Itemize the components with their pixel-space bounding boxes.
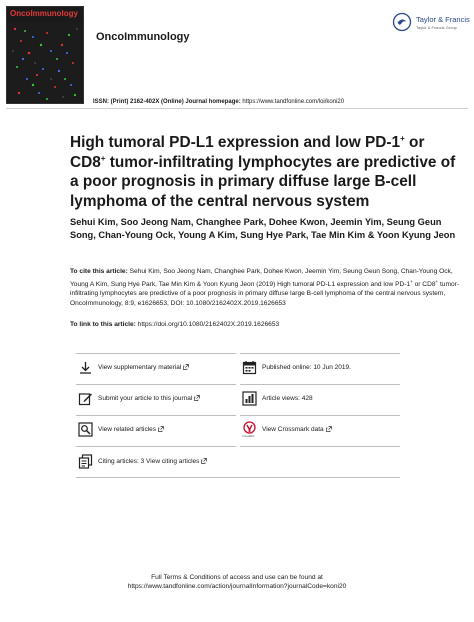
calendar-icon [242,360,257,375]
author-list: Sehui Kim, Soo Jeong Nam, Changhee Park, Dohee Kwon, Jeemin Yim, Seung Geun Song, Chan-Young Ock, Young A Kim, Sung Hye Park, Tae Min Kim & Yoon Kyung Jeon [70,217,456,240]
external-link-icon [194,395,200,401]
title-superscript-1: + [400,134,405,143]
cover-title: OncoImmunology [10,9,78,18]
related-articles-label: View related articles [98,426,157,433]
external-link-icon [158,426,164,432]
footer-terms-link[interactable]: https://www.tandfonline.com/action/journalInformation?journalCode=koni20 [127,583,347,590]
link-to-article [70,321,279,328]
links-box-rule-3-left [76,446,236,447]
crossmark-label: View Crossmark data [262,426,324,433]
issn-line [93,99,344,105]
cover-artwork [7,23,83,103]
links-box-rule-2-right [240,415,400,416]
journal-name[interactable]: OncoImmunology [96,31,190,43]
title-text-3: CD8 [70,153,101,171]
links-box-rule-1-left [76,384,236,385]
header-divider [6,108,468,109]
links-box-rule-3-right [240,446,400,447]
title-text-1: High tumoral PD-L1 expression and low PD-1 [70,134,401,151]
journal-cover-image [6,6,84,104]
doi-link[interactable]: 10.1080/2162402X.2019.1626653 [186,299,286,307]
citation-sup-2: + [435,278,439,284]
article-doi-url[interactable]: https://doi.org/10.1080/2162402X.2019.1626653 [137,321,280,328]
external-link-icon [326,426,332,432]
published-online-label: Published online: 10 Jun 2019. [262,364,351,371]
links-box-top-rule-right [240,353,400,354]
article-title [70,133,460,211]
citation-label: To cite this article: [70,268,128,275]
links-box-bottom-rule [76,477,400,478]
title-superscript-2: + [100,153,106,163]
issn-label: ISSN: (Print) 2162-402X (Online) Journal homepage: [93,99,241,105]
citation-sup-1: + [410,278,413,284]
article-views-label: Article views: 428 [262,395,313,402]
publisher-name: Taylor & Francis [416,15,470,24]
supplementary-material-label: View supplementary material [98,364,182,371]
publisher-logo[interactable] [392,12,472,34]
terms-footer [0,573,474,591]
citing-articles-label: Citing articles: 3 View citing articles [98,458,200,465]
crossmark-icon-label: CrossMark [242,435,255,438]
citation-text-2: or CD8 [412,280,436,288]
title-text-2: or [404,134,425,151]
citation-text-1: Sehui Kim, Soo Jeong Nam, Changhee Park, Dohee Kwon, Jeemin Yim, Seung Geun Song, Chan-Young Ock, Young A Kim, Sung Hye Park, Tae Min Kim & Yoon Kyung Jeon (2019) High tumoral PD-L1 expression and low PD-1 [70,268,453,288]
link-to-article-label: To link to this article: [70,321,138,328]
download-icon [78,360,93,375]
title-text-4: tumor-infiltrating lymphocytes are predictive of a poor prognosis in primary diffuse large B-cell lymphoma of the central nervous system [70,153,456,210]
bar-chart-icon [242,391,257,406]
citation-block [70,267,460,308]
external-link-icon [201,458,207,464]
related-search-icon [78,422,93,437]
links-box-rule-1-right [240,384,400,385]
external-link-icon [183,364,189,370]
links-box-rule-2-left [76,415,236,416]
citation-text-3: tumor-infiltrating lymphocytes are predictive of a poor prognosis in primary diffuse large B-cell lymphoma of the central nervous system, OncoImmunology, 8:9, e1626653, DOI: [70,280,460,307]
submit-article-label: Submit your article to this journal [98,395,193,402]
links-box-top-rule-left [76,353,236,354]
publisher-tagline: Taylor & Francis Group [416,25,457,30]
citing-documents-icon [78,454,93,469]
publisher-logo-icon [392,12,412,32]
crossmark-icon [242,421,257,436]
footer-line-1: Full Terms & Conditions of access and use can be found at [151,574,323,581]
submit-edit-icon [78,391,93,406]
journal-homepage-link[interactable]: https://www.tandfonline.com/loi/koni20 [242,99,345,105]
